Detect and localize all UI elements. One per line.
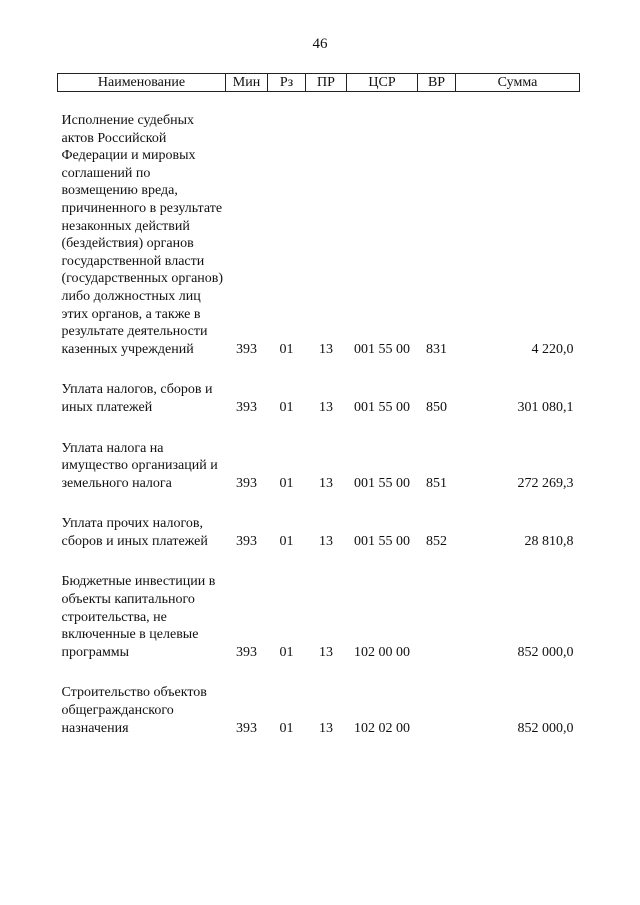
row-csr: 001 55 00 xyxy=(354,341,410,357)
row-name: Уплата налогов, сборов и иных платежей xyxy=(61,382,213,415)
row-sum: 301 080,1 xyxy=(517,399,574,415)
row-sum: 28 810,8 xyxy=(524,533,574,549)
header-csr: ЦСР xyxy=(347,74,418,92)
row-vr: 850 xyxy=(426,399,447,415)
row-sum: 852 000,0 xyxy=(517,720,574,736)
row-vr xyxy=(418,573,456,661)
table-row xyxy=(58,515,580,550)
table-row xyxy=(58,112,580,358)
row-sum: 4 220,0 xyxy=(531,341,574,357)
row-min: 393 xyxy=(236,475,257,491)
header-vr: ВР xyxy=(418,74,456,92)
table-row xyxy=(58,440,580,493)
row-csr: 001 55 00 xyxy=(354,475,410,491)
table-row xyxy=(58,684,580,737)
row-csr: 001 55 00 xyxy=(354,399,410,415)
row-rz: 01 xyxy=(279,644,294,660)
row-vr: 852 xyxy=(426,533,447,549)
row-min: 393 xyxy=(236,341,257,357)
row-rz: 01 xyxy=(279,533,294,549)
row-name: Исполнение судебных актов Российской Федерации и мировых соглашений по возмещению вреда, причиненного в результате незаконных действий (бездействия) органов государственной власти (государственных органов) либо должностных лиц этих органов, а также в результате деятельности казенных учреждений xyxy=(61,113,224,357)
row-name: Уплата прочих налогов, сборов и иных платежей xyxy=(61,516,208,549)
header-rz: Рз xyxy=(268,74,306,92)
row-min: 393 xyxy=(236,720,257,736)
row-vr: 831 xyxy=(426,341,447,357)
row-pr: 13 xyxy=(319,533,333,549)
row-name: Уплата налога на имущество организаций и земельного налога xyxy=(61,440,218,491)
row-min: 393 xyxy=(236,533,257,549)
row-pr: 13 xyxy=(319,399,333,415)
row-csr: 102 02 00 xyxy=(354,720,410,736)
header-pr: ПР xyxy=(306,74,347,92)
row-sum: 272 269,3 xyxy=(517,475,574,491)
budget-table xyxy=(57,73,580,737)
table-row xyxy=(58,381,580,416)
table-header-row xyxy=(58,74,580,92)
row-name: Строительство объектов общегражданского назначения xyxy=(61,685,207,736)
row-pr: 13 xyxy=(319,644,333,660)
header-name: Наименование xyxy=(58,74,226,92)
page-number: 46 xyxy=(312,36,328,52)
row-pr: 13 xyxy=(319,475,333,491)
header-min: Мин xyxy=(226,74,268,92)
row-rz: 01 xyxy=(279,720,294,736)
row-rz: 01 xyxy=(279,399,294,415)
row-csr: 102 00 00 xyxy=(354,644,410,660)
row-pr: 13 xyxy=(319,720,333,736)
row-rz: 01 xyxy=(279,475,294,491)
row-sum: 852 000,0 xyxy=(517,644,574,660)
row-pr: 13 xyxy=(319,341,333,357)
row-vr xyxy=(418,684,456,737)
row-name: Бюджетные инвестиции в объекты капитального строительства, не включенные в целевые программы xyxy=(61,574,216,660)
row-vr: 851 xyxy=(426,475,447,491)
table-row xyxy=(58,573,580,661)
row-min: 393 xyxy=(236,399,257,415)
header-sum: Сумма xyxy=(456,74,580,92)
row-min: 393 xyxy=(236,644,257,660)
row-csr: 001 55 00 xyxy=(354,533,410,549)
row-rz: 01 xyxy=(279,341,294,357)
